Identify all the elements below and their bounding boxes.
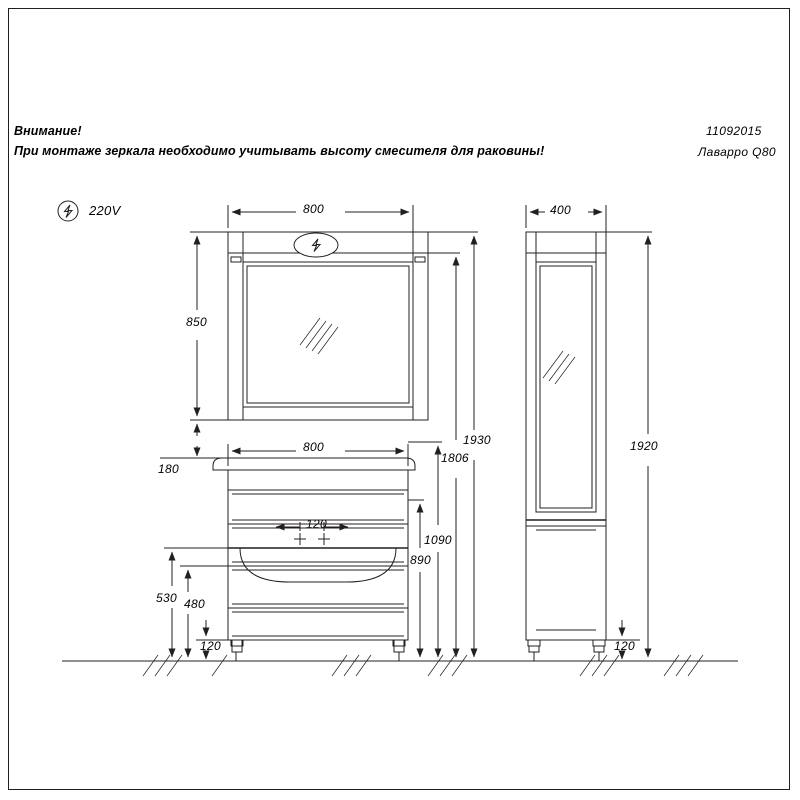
column-side-view bbox=[526, 232, 606, 661]
dim-middle-shelf-height: 480 bbox=[184, 597, 205, 611]
dimension-lines bbox=[160, 202, 652, 659]
lightning-icon bbox=[58, 201, 78, 221]
dim-mirror-basin-gap: 180 bbox=[158, 462, 179, 476]
dim-mirror-height: 850 bbox=[186, 315, 207, 329]
dim-cabinet-width: 800 bbox=[303, 440, 324, 454]
dim-lower-shelf-height: 530 bbox=[156, 591, 177, 605]
ground-line bbox=[62, 655, 738, 676]
dim-side-depth: 400 bbox=[550, 203, 571, 217]
dim-leg-height-side: 120 bbox=[614, 639, 635, 653]
dim-mirror-top-height: 1806 bbox=[441, 451, 469, 465]
dim-side-height: 1920 bbox=[630, 439, 658, 453]
voltage-label: 220V bbox=[89, 203, 121, 218]
dim-total-height: 1930 bbox=[463, 433, 491, 447]
mirror-front-view bbox=[228, 232, 428, 420]
dim-mirror-width: 800 bbox=[303, 202, 324, 216]
warning-title: Внимание! bbox=[14, 124, 82, 138]
dim-leg-height-front: 120 bbox=[200, 639, 221, 653]
product-name: Лаварро Q80 bbox=[698, 145, 777, 159]
dim-handle-spacing: 120 bbox=[306, 517, 327, 531]
article-code: 11092015 bbox=[706, 124, 762, 138]
warning-text: При монтаже зеркала необходимо учитывать высоту смесителя для раковины! bbox=[14, 144, 545, 158]
dim-cabinet-top-height: 1090 bbox=[424, 533, 452, 547]
vanity-front-view bbox=[213, 458, 415, 661]
dim-basin-height: 890 bbox=[410, 553, 431, 567]
